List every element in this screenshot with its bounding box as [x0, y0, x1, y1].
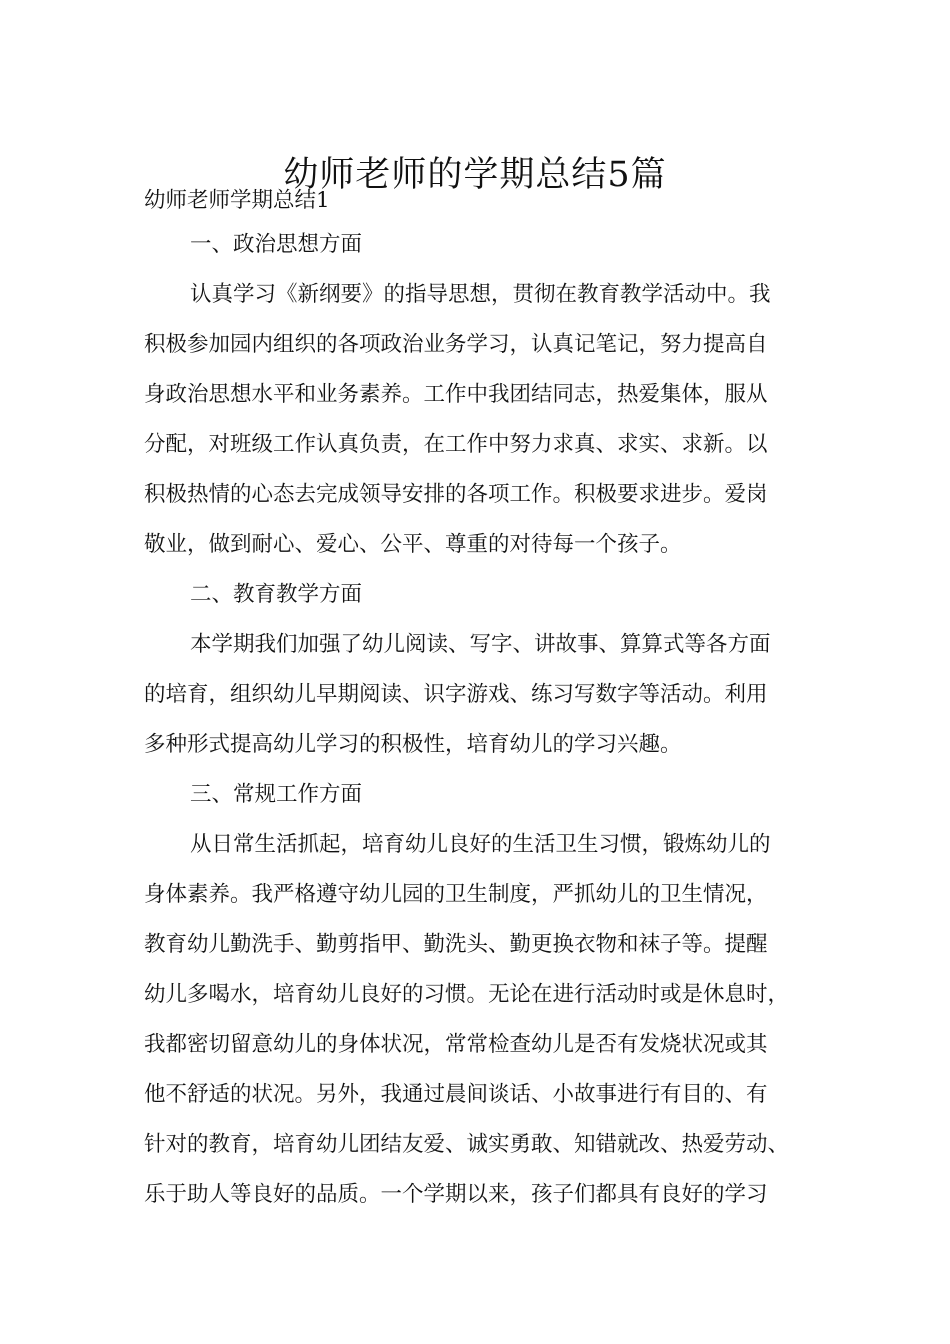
- text-line: 二、教育教学方面: [190, 582, 363, 607]
- text-line: 针对的教育，培育幼儿团结友爱、诚实勇敢、知错就改、热爱劳动、: [144, 1132, 790, 1157]
- text-line: 积极参加园内组织的各项政治业务学习，认真记笔记，努力提高自: [144, 332, 768, 357]
- text-line: 我都密切留意幼儿的身体状况，常常检查幼儿是否有发烧状况或其: [144, 1032, 768, 1057]
- paragraph-lines: [144, 220, 810, 1220]
- text-line: 本学期我们加强了幼儿阅读、写字、讲故事、算算式等各方面: [190, 632, 771, 657]
- text-line: 积极热情的心态去完成领导安排的各项工作。积极要求进步。爱岗: [144, 482, 768, 507]
- text-line: 身体素养。我严格遵守幼儿园的卫生制度，严抓幼儿的卫生情况，: [144, 882, 768, 907]
- text-line: 乐于助人等良好的品质。一个学期以来，孩子们都具有良好的学习: [144, 1182, 768, 1207]
- text-line: 从日常生活抓起，培育幼儿良好的生活卫生习惯，锻炼幼儿的: [190, 832, 771, 857]
- text-line: 敬业，做到耐心、爱心、公平、尊重的对待每一个孩子。: [144, 532, 682, 557]
- text-line: 多种形式提高幼儿学习的积极性，培育幼儿的学习兴趣。: [144, 732, 682, 757]
- document-body: [144, 182, 810, 1220]
- text-line: 三、常规工作方面: [190, 782, 363, 807]
- text-line: 一、政治思想方面: [190, 232, 363, 257]
- text-line: 幼儿多喝水，培育幼儿良好的习惯。无论在进行活动时或是休息时，: [144, 982, 790, 1007]
- text-line: 教育幼儿勤洗手、勤剪指甲、勤洗头、勤更换衣物和袜子等。提醒: [144, 932, 768, 957]
- section-subtitle: 幼师老师学期总结1: [144, 188, 330, 213]
- document-title: 幼师老师的学期总结5篇: [283, 155, 667, 196]
- text-line: 的培育，组织幼儿早期阅读、识字游戏、练习写数字等活动。利用: [144, 682, 768, 707]
- text-line: 他不舒适的状况。另外，我通过晨间谈话、小故事进行有目的、有: [144, 1082, 768, 1107]
- text-line: 身政治思想水平和业务素养。工作中我团结同志，热爱集体，服从: [144, 382, 768, 407]
- text-line: 分配，对班级工作认真负责，在工作中努力求真、求实、求新。以: [144, 432, 768, 457]
- text-line: 认真学习《新纲要》的指导思想，贯彻在教育教学活动中。我: [190, 282, 771, 307]
